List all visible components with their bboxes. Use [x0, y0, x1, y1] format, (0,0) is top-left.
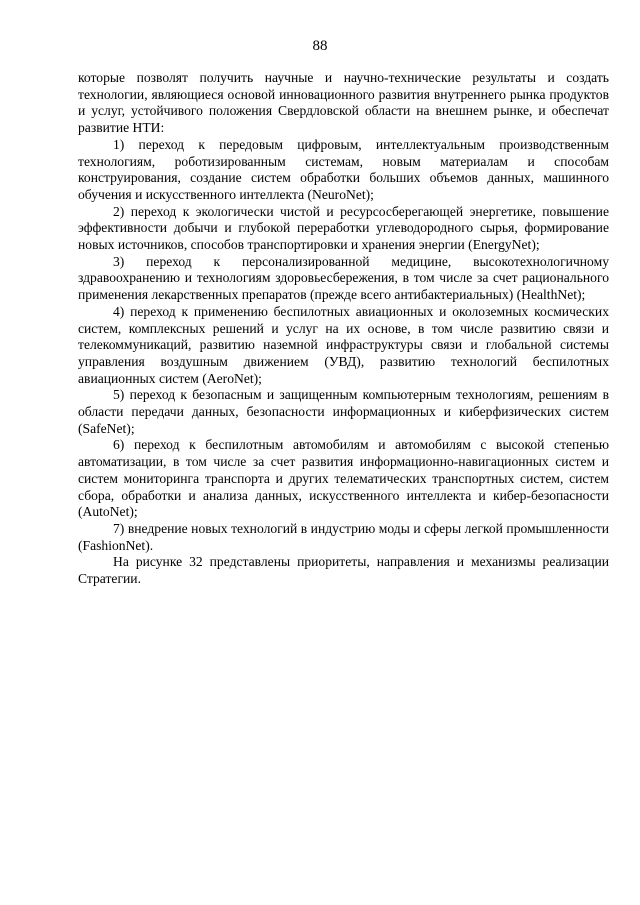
paragraph-figure-reference: На рисунке 32 представлены приоритеты, направления и механизмы реализации Стратегии. [78, 554, 609, 587]
list-item-safenet: 5) переход к безопасным и защищенным компьютерным технологиям, решениям в области передачи данных, безопасности информационных и киберфизических систем (SafeNet); [78, 387, 609, 436]
list-item-energynet: 2) переход к экологически чистой и ресурсосберегающей энергетике, повышение эффективности добычи и глубокой переработки углеводородного сырья, формирование новых источников, способов транспортировки и хранения энергии (EnergyNet); [78, 203, 609, 253]
page-number: 88 [312, 38, 328, 54]
list-item-aeronet: 4) переход к применению беспилотных авиационных и околоземных космических систем, комплексных решений и услуг на их основе, в том числе развитию связи и телекоммуникаций, развитию наземной инфраструктуры связи и глобальной системы управления воздушным движением (УВД), развитию технологий беспилотных авиационных систем (AeroNet); [78, 303, 609, 386]
paragraph-intro: которые позволят получить научные и научно-технические результаты и создать технологии, являющиеся основой инновационного развития внутреннего рынка продуктов и услуг, устойчивого положения Свердловской области на внешнем рынке, и обеспечат развитие НТИ: [78, 70, 609, 136]
document-body [78, 70, 609, 588]
list-item-fashionnet: 7) внедрение новых технологий в индустрию моды и сферы легкой промышленности (FashionNet). [78, 520, 609, 553]
list-item-neuronet: 1) переход к передовым цифровым, интеллектуальным производственным технологиям, роботизированным системам, новым материалам и способам конструирования, создание систем обработки больших объемов данных, машинного обучения и искусственного интеллекта (NeuroNet); [78, 136, 609, 202]
list-item-healthnet: 3) переход к персонализированной медицине, высокотехнологичному здравоохранению и технологиям здоровьесбережения, в том числе за счет рационального применения лекарственных препаратов (прежде всего антибактериальных) (HealthNet); [78, 253, 609, 303]
list-item-autonet: 6) переход к беспилотным автомобилям и автомобилям с высокой степенью автоматизации, в том числе за счет развития информационно-навигационных систем и систем мониторинга транспорта и других телематических транспортных систем, систем сбора, обработки и анализа данных, искусственного интеллекта и кибер-безопасности (AutoNet); [78, 437, 609, 520]
